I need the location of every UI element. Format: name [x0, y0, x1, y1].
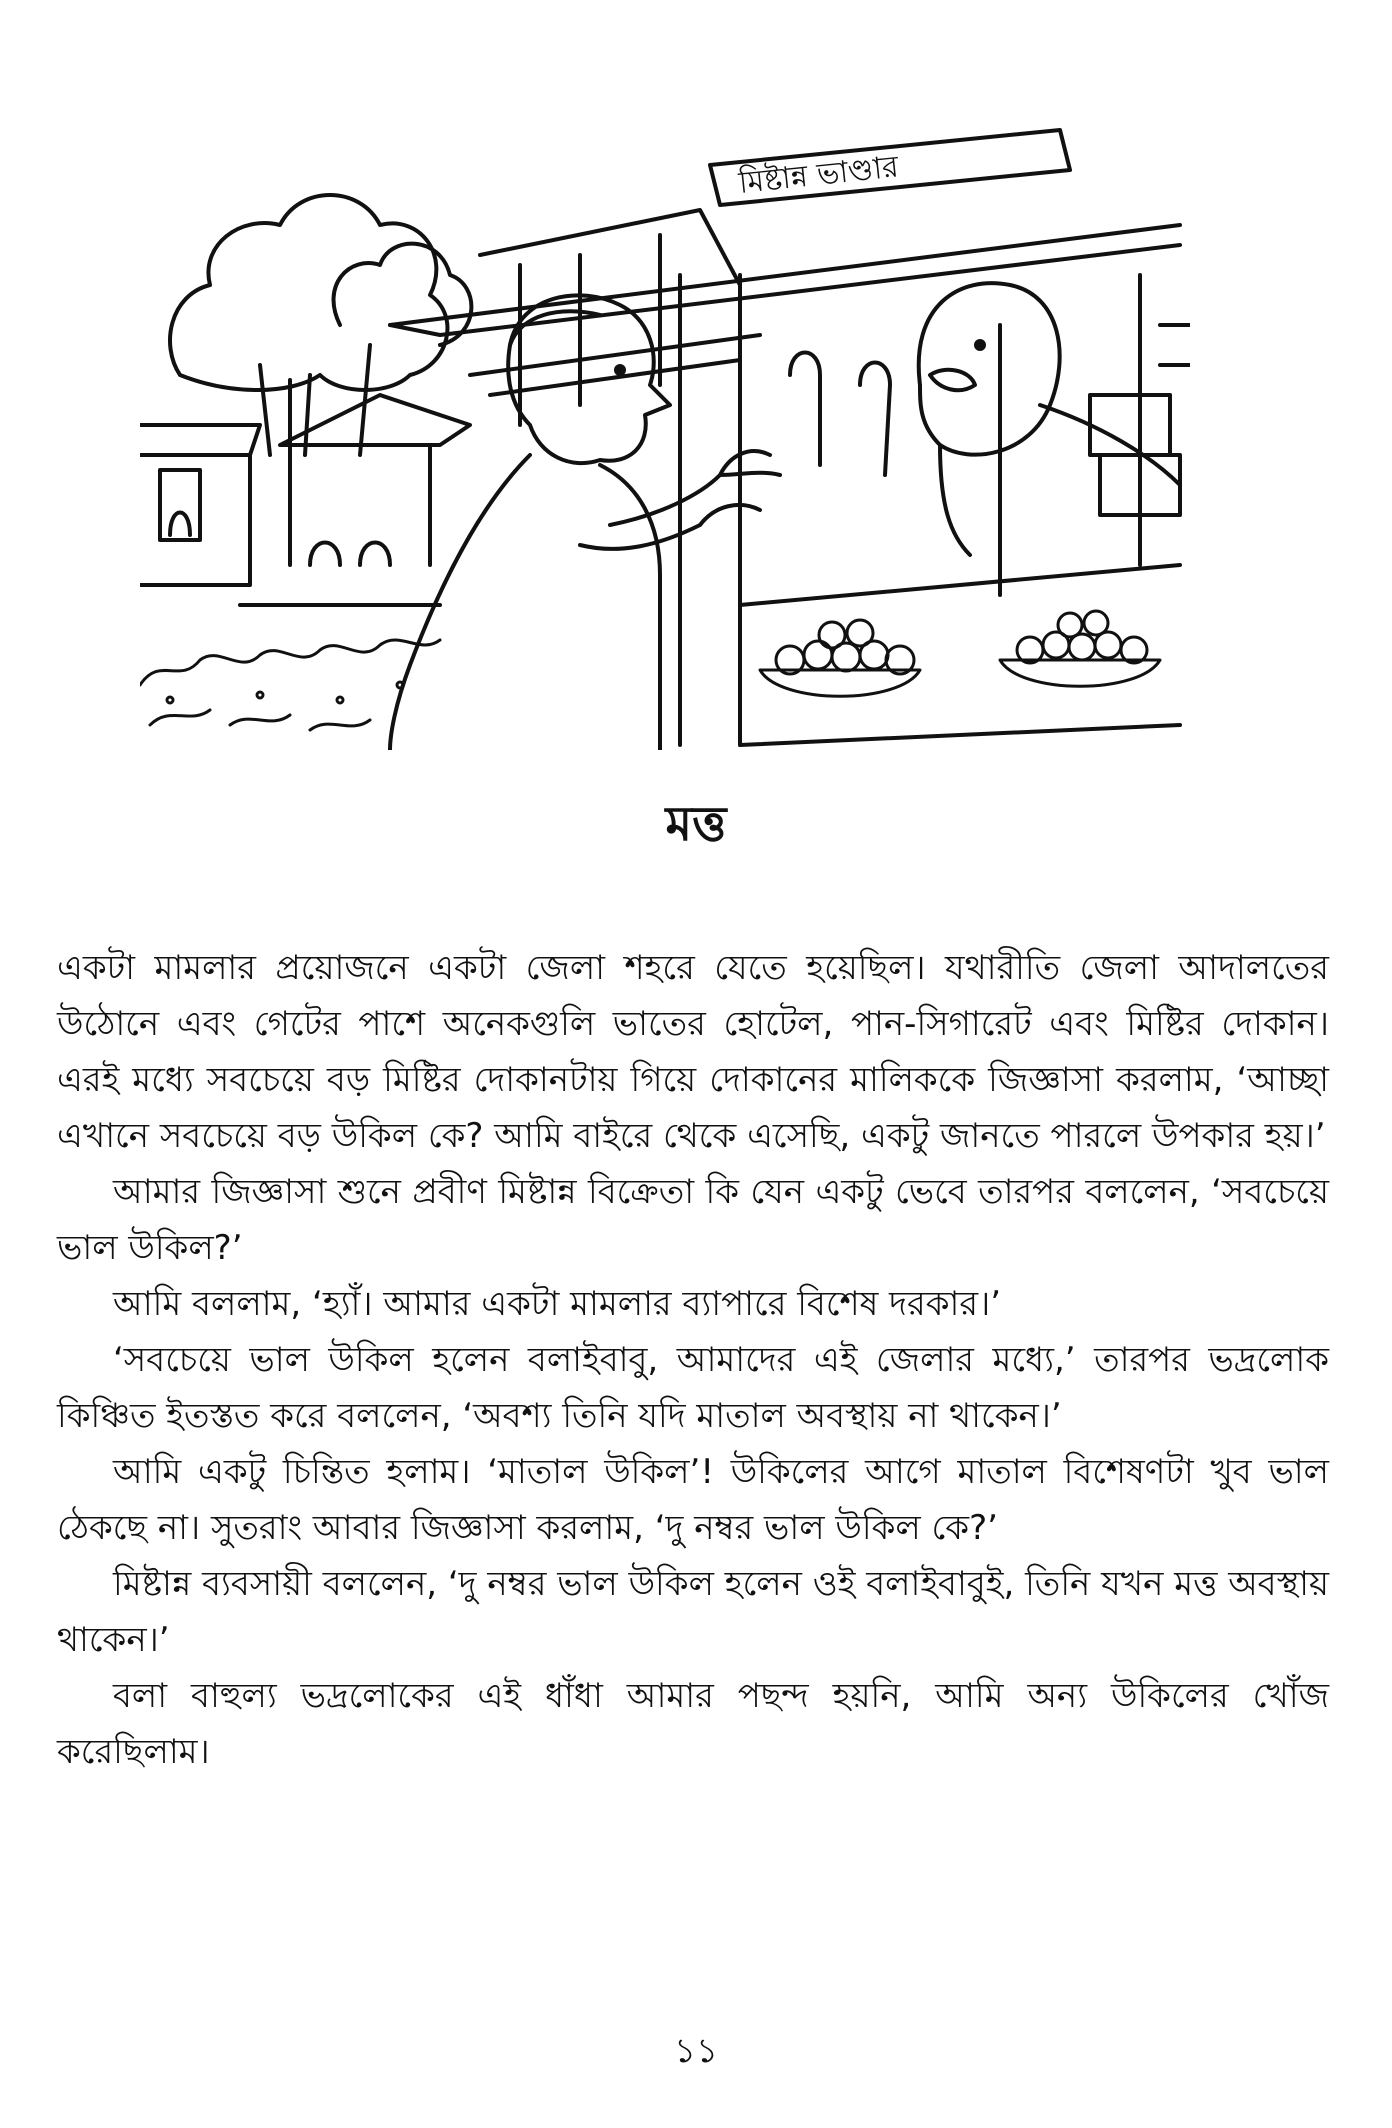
paragraph: ‘সবচেয়ে ভাল উকিল হলেন বলাইবাবু, আমাদের এই জেলার মধ্যে,’ তারপর ভদ্রলোক কিঞ্চিত ইতস্তত করে বললেন, ‘অবশ্য তিনি যদি মাতাল অবস্থায় না থাকেন।’ — [57, 1340, 1329, 1436]
paragraph: মিষ্টান্ন ব্যবসায়ী বললেন, ‘দু নম্বর ভাল উকিল হলেন ওই বলাইবাবুই, তিনি যখন মত্ত অবস্থায় থাকেন।’ — [57, 1564, 1329, 1660]
paragraph: আমার জিজ্ঞাসা শুনে প্রবীণ মিষ্টান্ন বিক্রেতা কি যেন একটু ভেবে তারপর বললেন, ‘সবচেয়ে ভাল উকিল?’ — [57, 1172, 1329, 1268]
sweet-shop-illustration — [140, 125, 1190, 750]
story-title: মত্ত — [665, 796, 727, 852]
paragraph: আমি একটু চিন্তিত হলাম। ‘মাতাল উকিল’! উকিলের আগে মাতাল বিশেষণটা খুব ভাল ঠেকছে না। সুতরাং আবার জিজ্ঞাসা করলাম, ‘দু নম্বর ভাল উকিল কে?’ — [57, 1452, 1329, 1548]
page-number: ১১ — [673, 2031, 719, 2071]
shop-sign-text: মিষ্টান্ন ভাণ্ডার — [737, 149, 901, 201]
tree-icon — [170, 195, 471, 455]
paragraph: একটা মামলার প্রয়োজনে একটা জেলা শহরে যেতে হয়েছিল। যথারীতি জেলা আদালতের উঠোনে এবং গেটের পাশে অনেকগুলি ভাতের হোটেল, পান-সিগারেট এবং মিষ্টির দোকান। এরই মধ্যে সবচেয়ে বড় মিষ্টির দোকানটায় গিয়ে দোকানের মালিককে জিজ্ঞাসা করলাম, ‘আচ্ছা এখানে সবচেয়ে বড় উকিল কে? আমি বাইরে থেকে এসেছি, একটু জানতে পারলে উপকার হয়।’ — [57, 948, 1329, 1156]
sweets-bowl-icon — [1000, 611, 1160, 686]
paragraph: আমি বললাম, ‘হ্যাঁ। আমার একটা মামলার ব্যাপারে বিশেষ দরকার।’ — [113, 1284, 1002, 1324]
sweets-bowl-icon — [760, 620, 920, 696]
paragraph: বলা বাহুল্য ভদ্রলোকের এই ধাঁধা আমার পছন্দ হয়নি, আমি অন্য উকিলের খোঁজ করেছিলাম। — [57, 1676, 1329, 1772]
story-body — [57, 940, 1329, 1780]
